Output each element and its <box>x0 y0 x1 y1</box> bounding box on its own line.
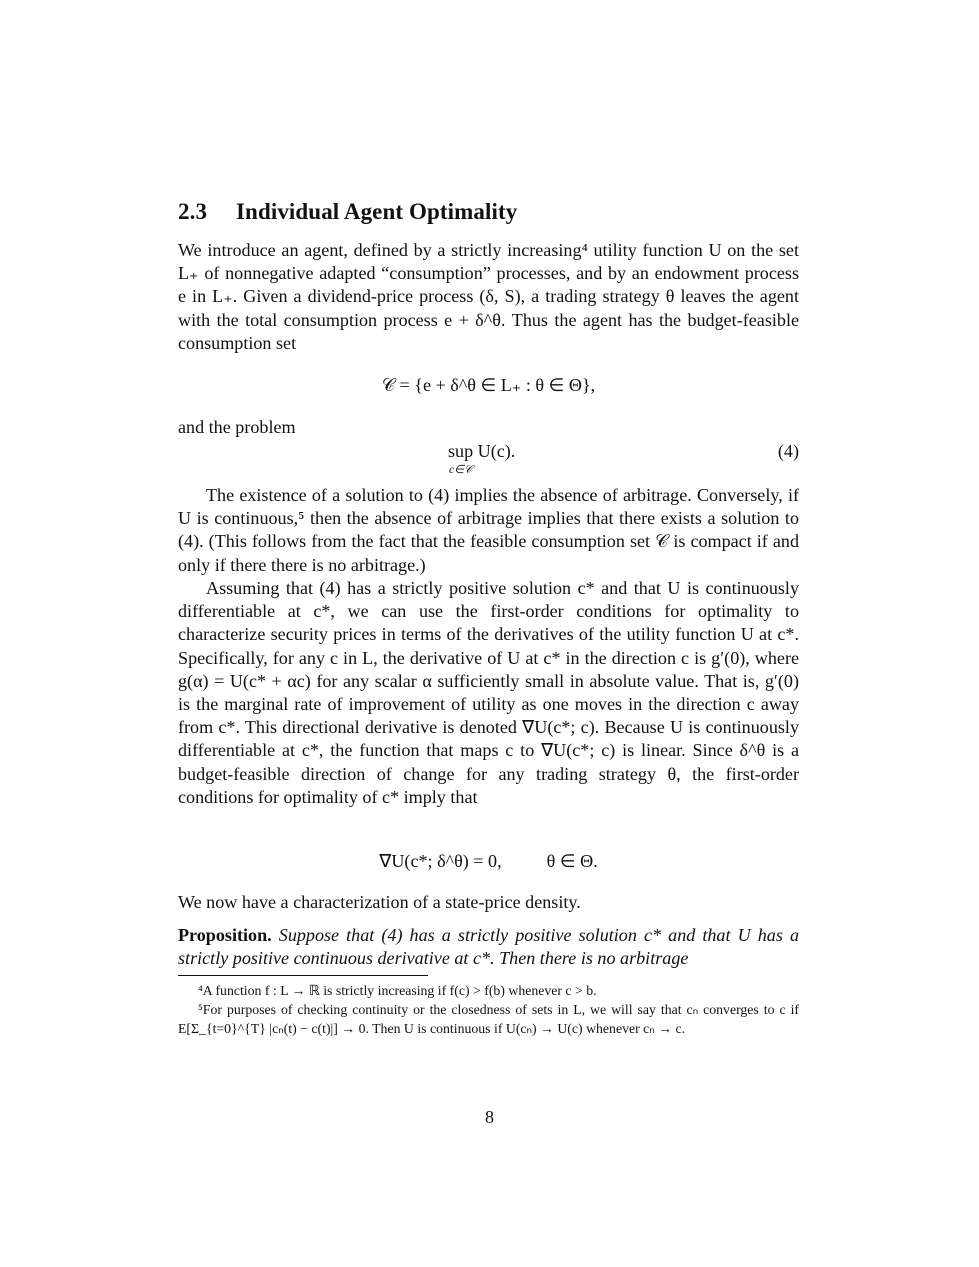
section-number: 2.3 <box>178 199 208 224</box>
paragraph-first-order: Assuming that (4) has a strictly positive solution c* and that U is continuously differentiable at c*, we can use the first-order conditions for optimality to characterize security prices in terms of the derivatives of the utility function U at c*. Specifically, for any c in L, the derivative of U at c* in the direction c is g′(0), where g(α) = U(c* + αc) for any scalar α sufficiently small in absolute value. That is, g′(0) is the marginal rate of improvement of utility as one moves in the direction c away from c*. This directional derivative is denoted ∇U(c*; c). Because U is continuously differentiable at c*, the function that maps c to ∇U(c*; c) is linear. Since δ^θ is a budget-feasible direction of change for any trading strategy θ, the first-order conditions for optimality of c* imply that <box>178 578 799 807</box>
footnote-divider <box>178 975 428 976</box>
paragraph-and-the-problem: and the problem <box>178 417 296 437</box>
equation-problem: sup U(c). <box>448 441 516 461</box>
equation-foc-left: ∇U(c*; δ^θ) = 0, <box>379 851 502 871</box>
equation-foc-right: θ ∈ Θ. <box>546 851 598 871</box>
proposition-text: Suppose that (4) has a strictly positive solution c* and that U has a strictly positive continuous derivative at c*. Then there is no arbitrage <box>178 925 799 969</box>
paragraph-existence: The existence of a solution to (4) implies the absence of arbitrage. Conversely, if U is continuous,⁵ then the absence of arbitrage implies that there exists a solution to (4). (This follows from the fact that the feasible consumption set 𝒞 is compact if and only if there there is no arbitrage.) <box>178 485 799 575</box>
equation-first-order-condition <box>178 850 799 873</box>
footnote-4: ⁴A function f : L → ℝ is strictly increasing if f(c) > f(b) whenever c > b. <box>198 983 597 998</box>
paragraph-agent-intro: We introduce an agent, defined by a strictly increasing⁴ utility function U on the set L₊ of nonnegative adapted “consumption” processes, and by an endowment process e in L₊. Given a dividend-price process (δ, S), a trading strategy θ leaves the agent with the total consumption process e + δ^θ. Thus the agent has the budget-feasible consumption set <box>178 240 799 353</box>
equation-feasible-set: 𝒞 = {e + δ^θ ∈ L₊ : θ ∈ Θ}, <box>381 375 596 395</box>
page-number: 8 <box>485 1107 494 1127</box>
equation-problem-subscript: c∈𝒞 <box>449 464 473 476</box>
section-title: Individual Agent Optimality <box>236 199 518 224</box>
footnote-5: ⁵For purposes of checking continuity or the closedness of sets in L, we will say that cₙ converges to c if E[Σ_{t=0}^{T} |cₙ(t) − c(t)|] → 0. Then U is continuous if U(cₙ) → U(c) whenever cₙ → c. <box>178 1002 799 1036</box>
section-heading <box>178 199 517 225</box>
proposition-label: Proposition. <box>178 925 272 945</box>
equation-number-4: (4) <box>777 441 799 461</box>
paragraph-characterization: We now have a characterization of a state-price density. <box>178 892 581 912</box>
proposition <box>178 924 799 970</box>
